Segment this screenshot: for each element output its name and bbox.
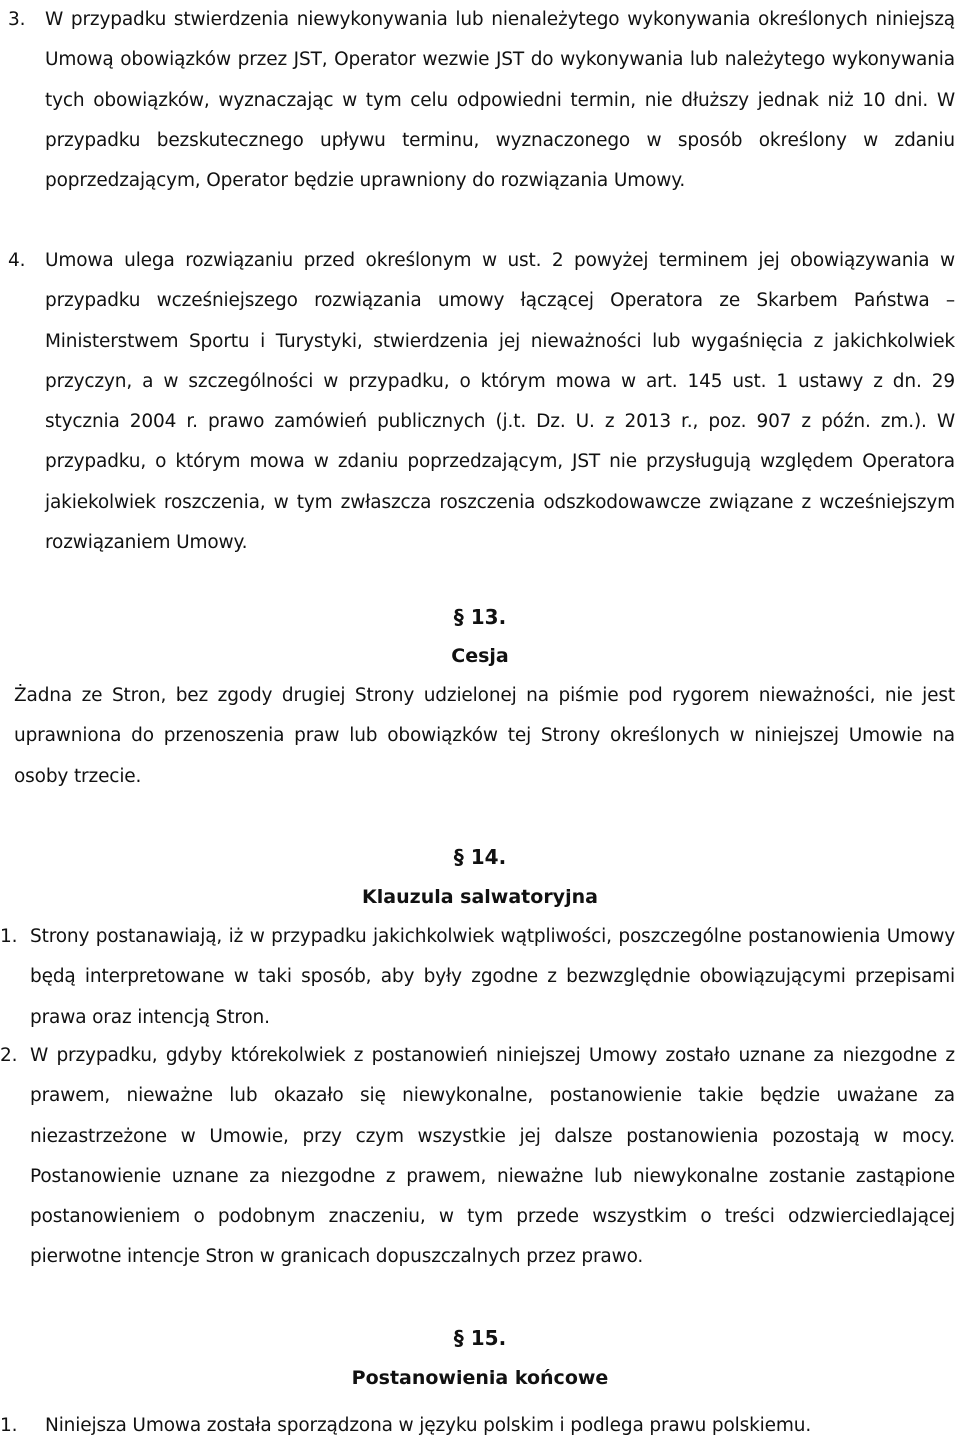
section-14-number: § 14.	[453, 845, 507, 869]
item-number: 4.	[8, 250, 26, 271]
item-text: W przypadku stwierdzenia niewykonywania lub nienależytego wykonywania określonych niniejszą Umową obowiązków przez JST, Operator wezwie JST do wykonywania lub należytego wykonywania tych obowiązków, wyznaczając w tym celu odpowiedni termin, nie dłuższy jednak niż 10 dni. W przypadku bezskutecznego upływu terminu, wyznaczonego w sposób określony w zdaniu poprzedzającym, Operator będzie uprawniony do rozwiązania Umowy.	[45, 9, 955, 192]
item-number: 2.	[0, 1045, 18, 1066]
section-15-point-1	[0, 1406, 955, 1446]
item-number: 3.	[8, 9, 26, 30]
section-15-title: Postanowienia końcowe	[351, 1367, 609, 1389]
item-number: 1.	[0, 926, 18, 947]
item-text: Strony postanawiają, iż w przypadku jakichkolwiek wątpliwości, poszczególne postanowienia Umowy będą interpretowane w taki sposób, aby były zgodne z bezwzględnie obowiązującymi przepisami prawa oraz intencją Stron.	[30, 926, 955, 1028]
item-text: Niniejsza Umowa została sporządzona w języku polskim i podlega prawu polskiemu.	[45, 1415, 812, 1436]
item-text: Umowa ulega rozwiązaniu przed określonym w ust. 2 powyżej terminem jej obowiązywania w przypadku wcześniejszego rozwiązania umowy łączącej Operatora ze Skarbem Państwa – Ministerstwem Sportu i Turystyki, stwierdzenia jej nieważności lub wygaśnięcia z jakichkolwiek przyczyn, a w szczególności w przypadku, o którym mowa w art. 145 ust. 1 ustawy z dn. 29 stycznia 2004 r. prawo zamówień publicznych (j.t. Dz. U. z 2013 r., poz. 907 z późn. zm.). W przypadku, o którym mowa w zdaniu poprzedzającym, JST nie przysługują względem Operatora jakiekolwiek roszczenia, w tym zwłaszcza roszczenia odszkodowawcze związane z wcześniejszym rozwiązaniem Umowy.	[45, 250, 955, 554]
section-13-number: § 13.	[453, 605, 507, 629]
item-number: 1.	[0, 1415, 18, 1436]
item-text: W przypadku, gdyby którekolwiek z postanowień niniejszej Umowy zostało uznane za niezgodne z prawem, nieważne lub okazało się niewykonalne, postanowienie takie będzie uważane za niezastrzeżone w Umowie, przy czym wszystkie jej dalsze postanowienia pozostają w mocy. Postanowienie uznane za niezgodne z prawem, nieważne lub niewykonalne zostanie zastąpione postanowieniem o podobnym znaczeniu, w tym przede wszystkim o treści odzwierciedlającej pierwotne intencje Stron w granicach dopuszczalnych przez prawo.	[30, 1045, 955, 1268]
paragraph-item-4	[8, 241, 955, 563]
section-15-number: § 15.	[453, 1326, 507, 1350]
paragraph-item-3	[8, 0, 955, 201]
section-13-title: Cesja	[451, 645, 509, 667]
section-14-point-1	[0, 917, 955, 1038]
section-13-body: Żadna ze Stron, bez zgody drugiej Strony udzielonej na piśmie pod rygorem nieważności, nie jest uprawniona do przenoszenia praw lub obowiązków tej Strony określonych w niniejszej Umowie na osoby trzecie.	[14, 685, 955, 787]
section-14-point-2	[0, 1036, 955, 1278]
section-14-title: Klauzula salwatoryjna	[362, 886, 598, 908]
